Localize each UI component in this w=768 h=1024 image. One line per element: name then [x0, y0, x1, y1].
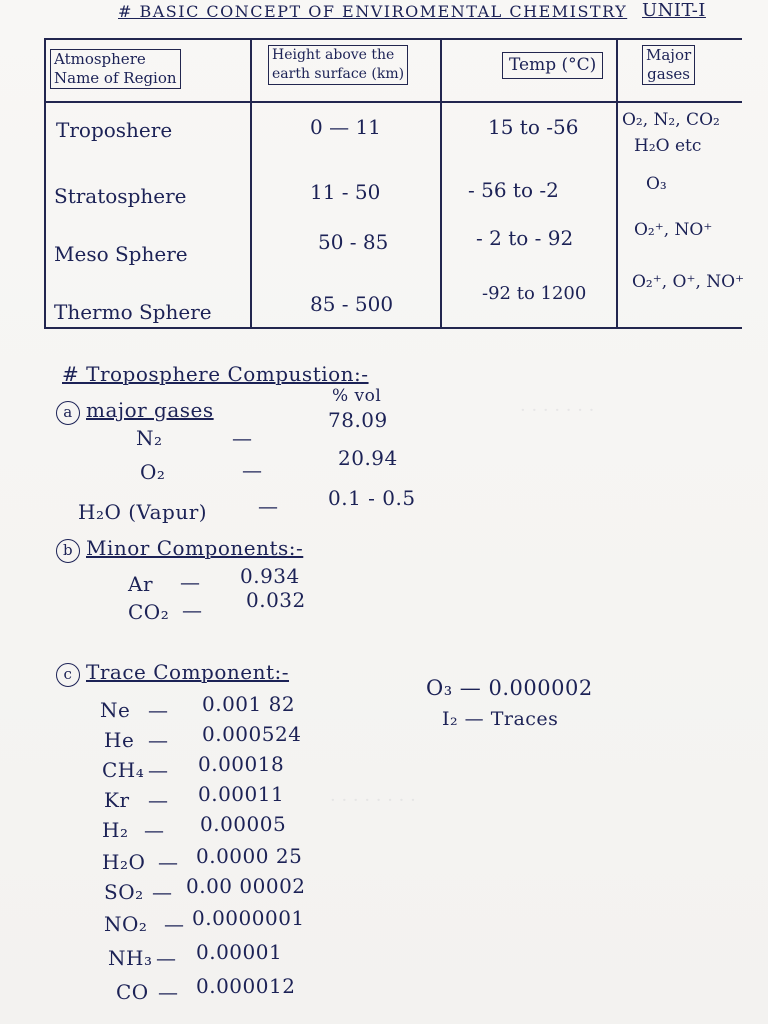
list-item-name: CO₂ — [128, 600, 170, 624]
list-item-value: 0.0000 25 — [196, 844, 303, 868]
list-item-value: 0.1 - 0.5 — [328, 486, 416, 510]
list-item-name: H₂O (Vapur) — [78, 500, 208, 524]
row-temp: - 2 to - 92 — [476, 226, 574, 250]
marker-c: c — [56, 663, 80, 687]
list-item-dash: — — [158, 850, 179, 874]
header-gases-line1: Major — [646, 46, 692, 64]
list-item-dash: — — [164, 912, 185, 936]
row-region: Troposhere — [56, 118, 173, 142]
row-temp: 15 to -56 — [488, 115, 579, 139]
list-item-dash: — — [242, 458, 263, 482]
list-item-name: NO₂ — [104, 912, 148, 936]
list-item-dash: — — [258, 494, 279, 518]
header-height-line1: Height above the — [272, 47, 395, 63]
list-item-value: 20.94 — [338, 446, 398, 470]
list-item-name: SO₂ — [104, 880, 144, 904]
list-item-value: 0.032 — [246, 588, 306, 612]
list-item-name: O₂ — [140, 460, 166, 484]
header-temp — [502, 52, 603, 79]
list-item-value: 0.001 82 — [202, 692, 296, 716]
marker-a: a — [56, 401, 80, 425]
list-item-name: Ne — [100, 698, 131, 722]
bleed-through-text: · · · · · · · · — [330, 790, 416, 811]
side-item: O₃ — 0.000002 — [426, 676, 593, 700]
table-col-divider — [250, 38, 252, 328]
major-gases-label: major gases — [86, 398, 214, 422]
header-temp-label: Temp (°C) — [509, 55, 597, 75]
list-item-value: 0.00018 — [198, 752, 285, 776]
list-item-value: 0.00011 — [198, 782, 285, 806]
table-top-border — [44, 38, 742, 40]
table-header-divider — [44, 101, 742, 103]
list-item-name: Kr — [104, 788, 130, 812]
row-gases: O₂⁺, O⁺, NO⁺ — [632, 272, 745, 292]
side-item: I₂ — Traces — [442, 708, 559, 730]
list-item-dash: — — [148, 788, 169, 812]
row-region: Meso Sphere — [54, 242, 188, 266]
header-height-line2: earth surface (km) — [272, 66, 405, 82]
table-left-border — [44, 38, 46, 328]
list-item-name: He — [104, 728, 135, 752]
list-item-value: 0.0000001 — [192, 906, 305, 930]
list-item-value: 0.934 — [240, 564, 300, 588]
bleed-through-text: · · · · · · · — [520, 400, 595, 421]
header-region-line1: Atmosphere — [54, 50, 146, 68]
list-item-name: H₂ — [102, 818, 129, 842]
list-item-dash: — — [148, 758, 169, 782]
list-item-value: 0.000012 — [196, 974, 296, 998]
list-item-dash: — — [152, 880, 173, 904]
trace-components-heading — [56, 660, 289, 687]
row-height: 50 - 85 — [318, 230, 389, 254]
page-title: # BASIC CONCEPT OF ENVIROMENTAL CHEMISTRY — [118, 2, 628, 21]
list-item-name: N₂ — [136, 426, 163, 450]
list-item-dash: — — [180, 570, 201, 594]
row-height: 0 — 11 — [310, 115, 381, 139]
unit-percent-label: % vol — [332, 386, 382, 406]
list-item-dash: — — [182, 598, 203, 622]
major-gases-heading — [56, 398, 214, 425]
list-item-value: 0.00 00002 — [186, 874, 306, 898]
list-item-dash: — — [148, 728, 169, 752]
marker-b: b — [56, 539, 80, 563]
header-region-line2: Name of Region — [54, 69, 177, 87]
trace-components-label: Trace Component:- — [86, 660, 290, 684]
unit-label: UNIT-I — [642, 0, 706, 21]
list-item-name: NH₃ — [108, 946, 153, 970]
table-col-divider — [616, 38, 618, 328]
row-height: 85 - 500 — [310, 292, 394, 316]
list-item-value: 0.00001 — [196, 940, 283, 964]
list-item-dash: — — [156, 946, 177, 970]
row-gases: O₂, N₂, CO₂ — [622, 110, 720, 130]
header-region — [50, 49, 181, 89]
list-item-dash: — — [158, 980, 179, 1004]
list-item-value: 0.00005 — [200, 812, 287, 836]
list-item-dash: — — [144, 818, 165, 842]
composition-heading: # Troposphere Compustion:- — [62, 362, 369, 386]
list-item-name: Ar — [128, 572, 154, 596]
row-region: Thermo Sphere — [54, 300, 212, 324]
list-item-name: CH₄ — [102, 758, 145, 782]
list-item-dash: — — [148, 698, 169, 722]
list-item-name: H₂O — [102, 850, 146, 874]
row-temp: - 56 to -2 — [468, 178, 559, 202]
list-item-value: 0.000524 — [202, 722, 302, 746]
minor-components-label: Minor Components:- — [86, 536, 304, 560]
table-col-divider — [440, 38, 442, 328]
minor-components-heading — [56, 536, 303, 563]
row-height: 11 - 50 — [310, 180, 381, 204]
row-gases: O₃ — [646, 174, 667, 194]
row-temp: -92 to 1200 — [482, 283, 587, 304]
row-gases-extra: H₂O etc — [634, 136, 702, 156]
row-region: Stratosphere — [54, 184, 187, 208]
list-item-dash: — — [232, 426, 253, 450]
list-item-value: 78.09 — [328, 408, 388, 432]
list-item-name: CO — [116, 980, 149, 1004]
header-gases — [642, 45, 695, 85]
header-gases-line2: gases — [647, 65, 690, 83]
table-bottom-border — [44, 327, 742, 329]
header-height — [268, 45, 408, 85]
row-gases: O₂⁺, NO⁺ — [634, 220, 713, 240]
